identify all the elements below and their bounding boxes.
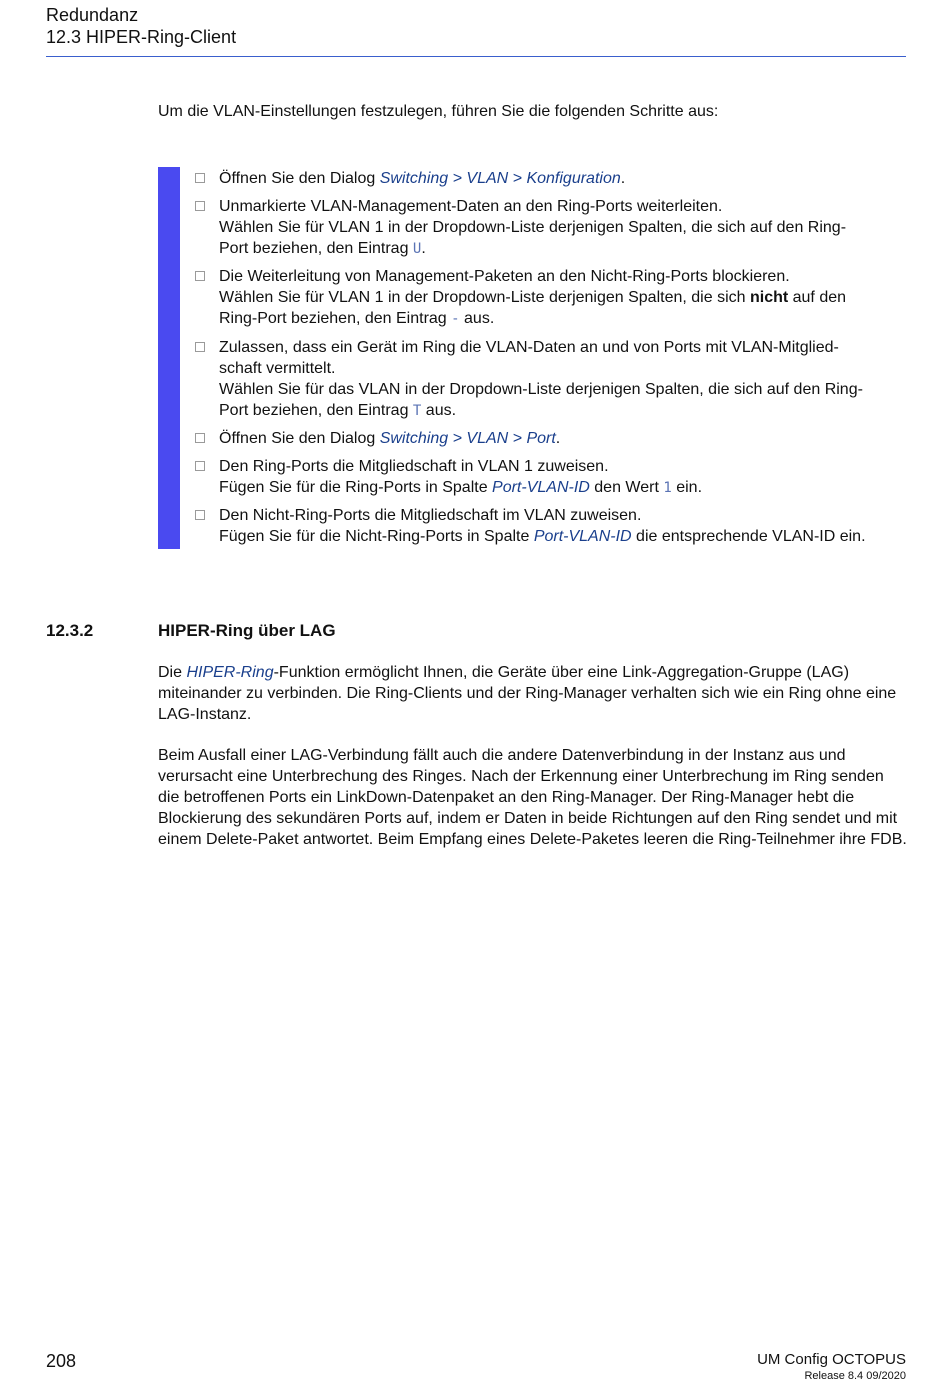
section-title: HIPER-Ring über LAG (158, 621, 336, 640)
step-item: Den Nicht-Ring-Ports die Mitgliedschaft im VLAN zuweisen. Fügen Sie für die Nicht-Ring-Ports in Spalte Port-VLAN-ID die entsprechende VLAN-ID ein. (194, 505, 909, 547)
document-title: UM Config OCTOPUS (757, 1351, 906, 1368)
checkbox-icon (195, 461, 205, 471)
step-item: Zulassen, dass ein Gerät im Ring die VLAN-Daten an und von Ports mit VLAN-Mitglied- schaft vermittelt. Wählen Sie für das VLAN in der Dropdown-Liste derjenigen Spalten, die sich auf den Ring- Port beziehen, den Eintrag T aus. (194, 337, 909, 422)
page-number: 208 (46, 1351, 77, 1371)
code-value: T (412, 402, 422, 419)
checkbox-icon (195, 271, 205, 281)
code-value: U (412, 240, 422, 257)
step-item: Öffnen Sie den Dialog Switching > VLAN > Port. (194, 428, 909, 449)
paragraph: Die HIPER-Ring-Funktion ermöglicht Ihnen, die Geräte über eine Link-Aggregation-Gruppe (LAG) miteinander zu verbinden. Die Ring-Clients und der Ring-Manager verhalten sich wie ein Ring ohne eine LAG-Instanz. (158, 664, 897, 723)
column-name: Port-VLAN-ID (492, 478, 590, 496)
steps-accent-bar (158, 167, 180, 549)
function-name: HIPER-Ring (186, 664, 274, 681)
step-item: Öffnen Sie den Dialog Switching > VLAN > Konfiguration. (194, 168, 909, 189)
step-item: Den Ring-Ports die Mitgliedschaft in VLAN 1 zuweisen. Fügen Sie für die Ring-Ports in Spalte Port-VLAN-ID den Wert 1 ein. (194, 456, 909, 499)
step-item: Die Weiterleitung von Management-Paketen an den Nicht-Ring-Ports blockieren. Wählen Sie für VLAN 1 in der Dropdown-Liste derjenigen Spalten, die sich nicht auf den Ring-Port beziehen, den Eintrag - aus. (194, 266, 909, 330)
code-value: - (451, 311, 460, 327)
checkbox-icon (195, 201, 205, 211)
checkbox-icon (195, 433, 205, 443)
intro-text: Um die VLAN-Einstellungen festzulegen, führen Sie die folgenden Schritte aus: (158, 103, 719, 120)
paragraph: Beim Ausfall einer LAG-Verbindung fällt auch die andere Datenverbindung in der Instanz aus und verursacht eine Unterbrechung des Ringes. Nach der Erkennung einer Unterbrechung im Ring senden die betroffenen Ports ein LinkDown-Datenpaket an den Ring-Manager. Der Ring-Manager hebt die Blockierung des sekundären Ports auf, indem er Daten in beide Richtungen auf den Ring sendet und mit einem Delete-Paket antwortet. Beim Empfang eines Delete-Paketes leeren die Ring-Teilnehmer ihre FDB. (158, 747, 907, 848)
checkbox-icon (195, 510, 205, 520)
checkbox-icon (195, 173, 205, 183)
section-header: 12.3 HIPER-Ring-Client (46, 27, 237, 47)
dialog-path: Switching > VLAN > Konfiguration (379, 170, 621, 187)
emphasis: nicht (749, 289, 789, 306)
code-value: 1 (663, 479, 672, 496)
step-list (194, 168, 909, 554)
header-divider (46, 56, 906, 57)
release-info: Release 8.4 09/2020 (804, 1370, 906, 1382)
running-header (46, 4, 236, 48)
step-item: Unmarkierte VLAN-Management-Daten an den Ring-Ports weiterleiten. Wählen Sie für VLAN 1 in der Dropdown-Liste derjenigen Spalten, die sich auf den Ring- Port beziehen, den Eintrag U. (194, 196, 909, 260)
chapter-title: Redundanz (46, 5, 139, 25)
dialog-path: Switching > VLAN > Port (379, 430, 556, 447)
column-name: Port-VLAN-ID (533, 528, 632, 545)
section-number: 12.3.2 (46, 621, 94, 640)
checkbox-icon (195, 342, 205, 352)
